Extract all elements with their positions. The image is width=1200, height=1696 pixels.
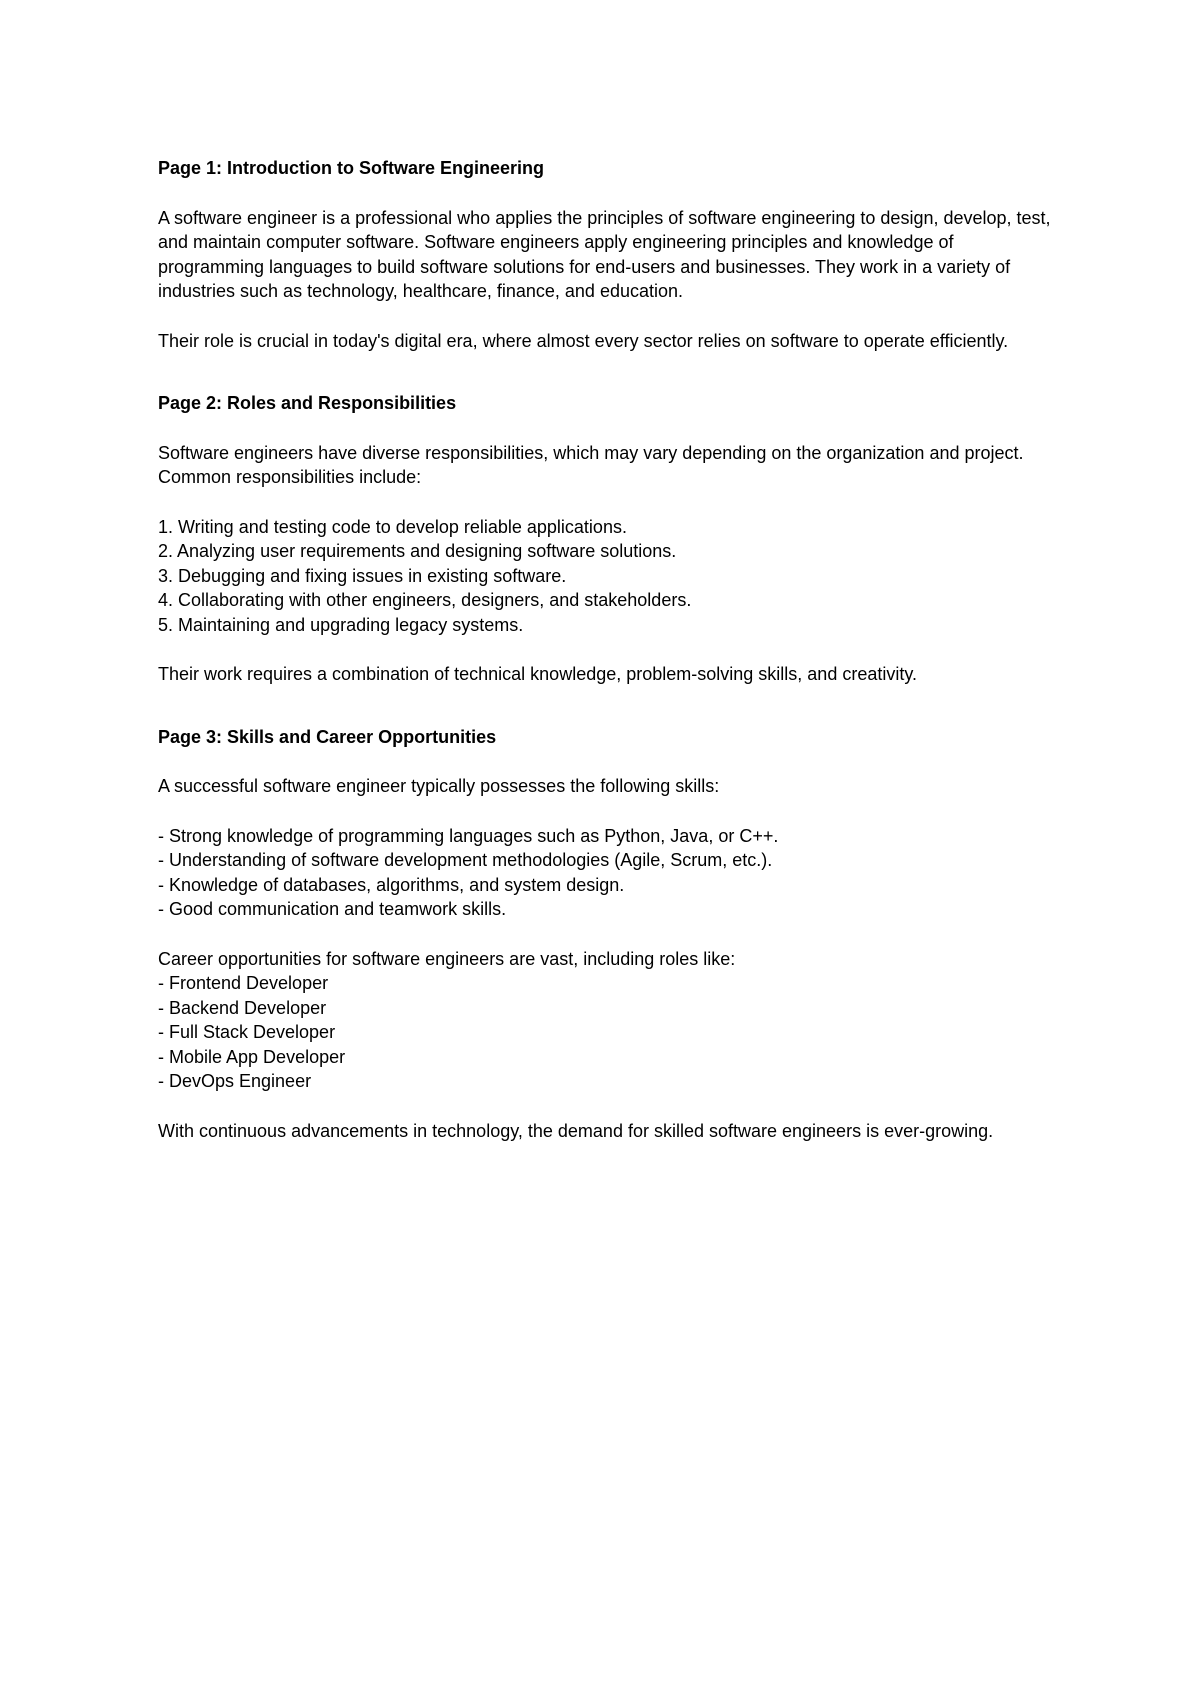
careers-intro: Career opportunities for software engineers are vast, including roles like:: [158, 948, 736, 969]
list-item: - DevOps Engineer: [158, 1071, 312, 1091]
section-roles: [158, 391, 1058, 687]
section-introduction: [158, 156, 1058, 353]
paragraph: A software engineer is a professional who applies the principles of software engineering to design, develop, test, and maintain computer software. Software engineers apply engineering principles and knowledge of programming languages to build software solutions for end-users and businesses. They work in a variety of industries such as technology, healthcare, finance, and education.: [158, 207, 1051, 301]
list-item: - Knowledge of databases, algorithms, and system design.: [158, 874, 625, 895]
list-item: - Mobile App Developer: [158, 1046, 346, 1067]
section-title: Page 2: Roles and Responsibilities: [158, 393, 457, 413]
list-item: 1. Writing and testing code to develop reliable applications.: [158, 516, 627, 537]
list-item: - Strong knowledge of programming languages such as Python, Java, or C++.: [158, 825, 779, 846]
paragraph: With continuous advancements in technology, the demand for skilled software engineers is ever-growing.: [158, 1120, 994, 1141]
list-item: - Frontend Developer: [158, 973, 329, 993]
skills-list: [158, 824, 1058, 922]
paragraph: Their role is crucial in today's digital era, where almost every sector relies on software to operate efficiently.: [158, 330, 1009, 351]
list-item: - Backend Developer: [158, 997, 327, 1018]
list-item: 4. Collaborating with other engineers, designers, and stakeholders.: [158, 590, 692, 610]
list-item: - Good communication and teamwork skills.: [158, 899, 507, 919]
responsibilities-list: [158, 515, 1058, 638]
list-item: 3. Debugging and fixing issues in existing software.: [158, 565, 567, 586]
list-item: 2. Analyzing user requirements and designing software solutions.: [158, 541, 677, 561]
paragraph: Software engineers have diverse responsibilities, which may vary depending on the organization and project. Common responsibilities include:: [158, 442, 1024, 487]
careers-list: [158, 947, 1058, 1094]
list-item: 5. Maintaining and upgrading legacy systems.: [158, 614, 524, 635]
document-body: [158, 156, 1058, 1181]
section-title: Page 1: Introduction to Software Engineering: [158, 158, 545, 178]
paragraph: Their work requires a combination of technical knowledge, problem-solving skills, and creativity.: [158, 664, 918, 684]
section-skills: [158, 725, 1058, 1144]
list-item: - Understanding of software development methodologies (Agile, Scrum, etc.).: [158, 850, 773, 870]
section-title: Page 3: Skills and Career Opportunities: [158, 726, 497, 747]
paragraph: A successful software engineer typically possesses the following skills:: [158, 776, 720, 796]
list-item: - Full Stack Developer: [158, 1022, 336, 1042]
